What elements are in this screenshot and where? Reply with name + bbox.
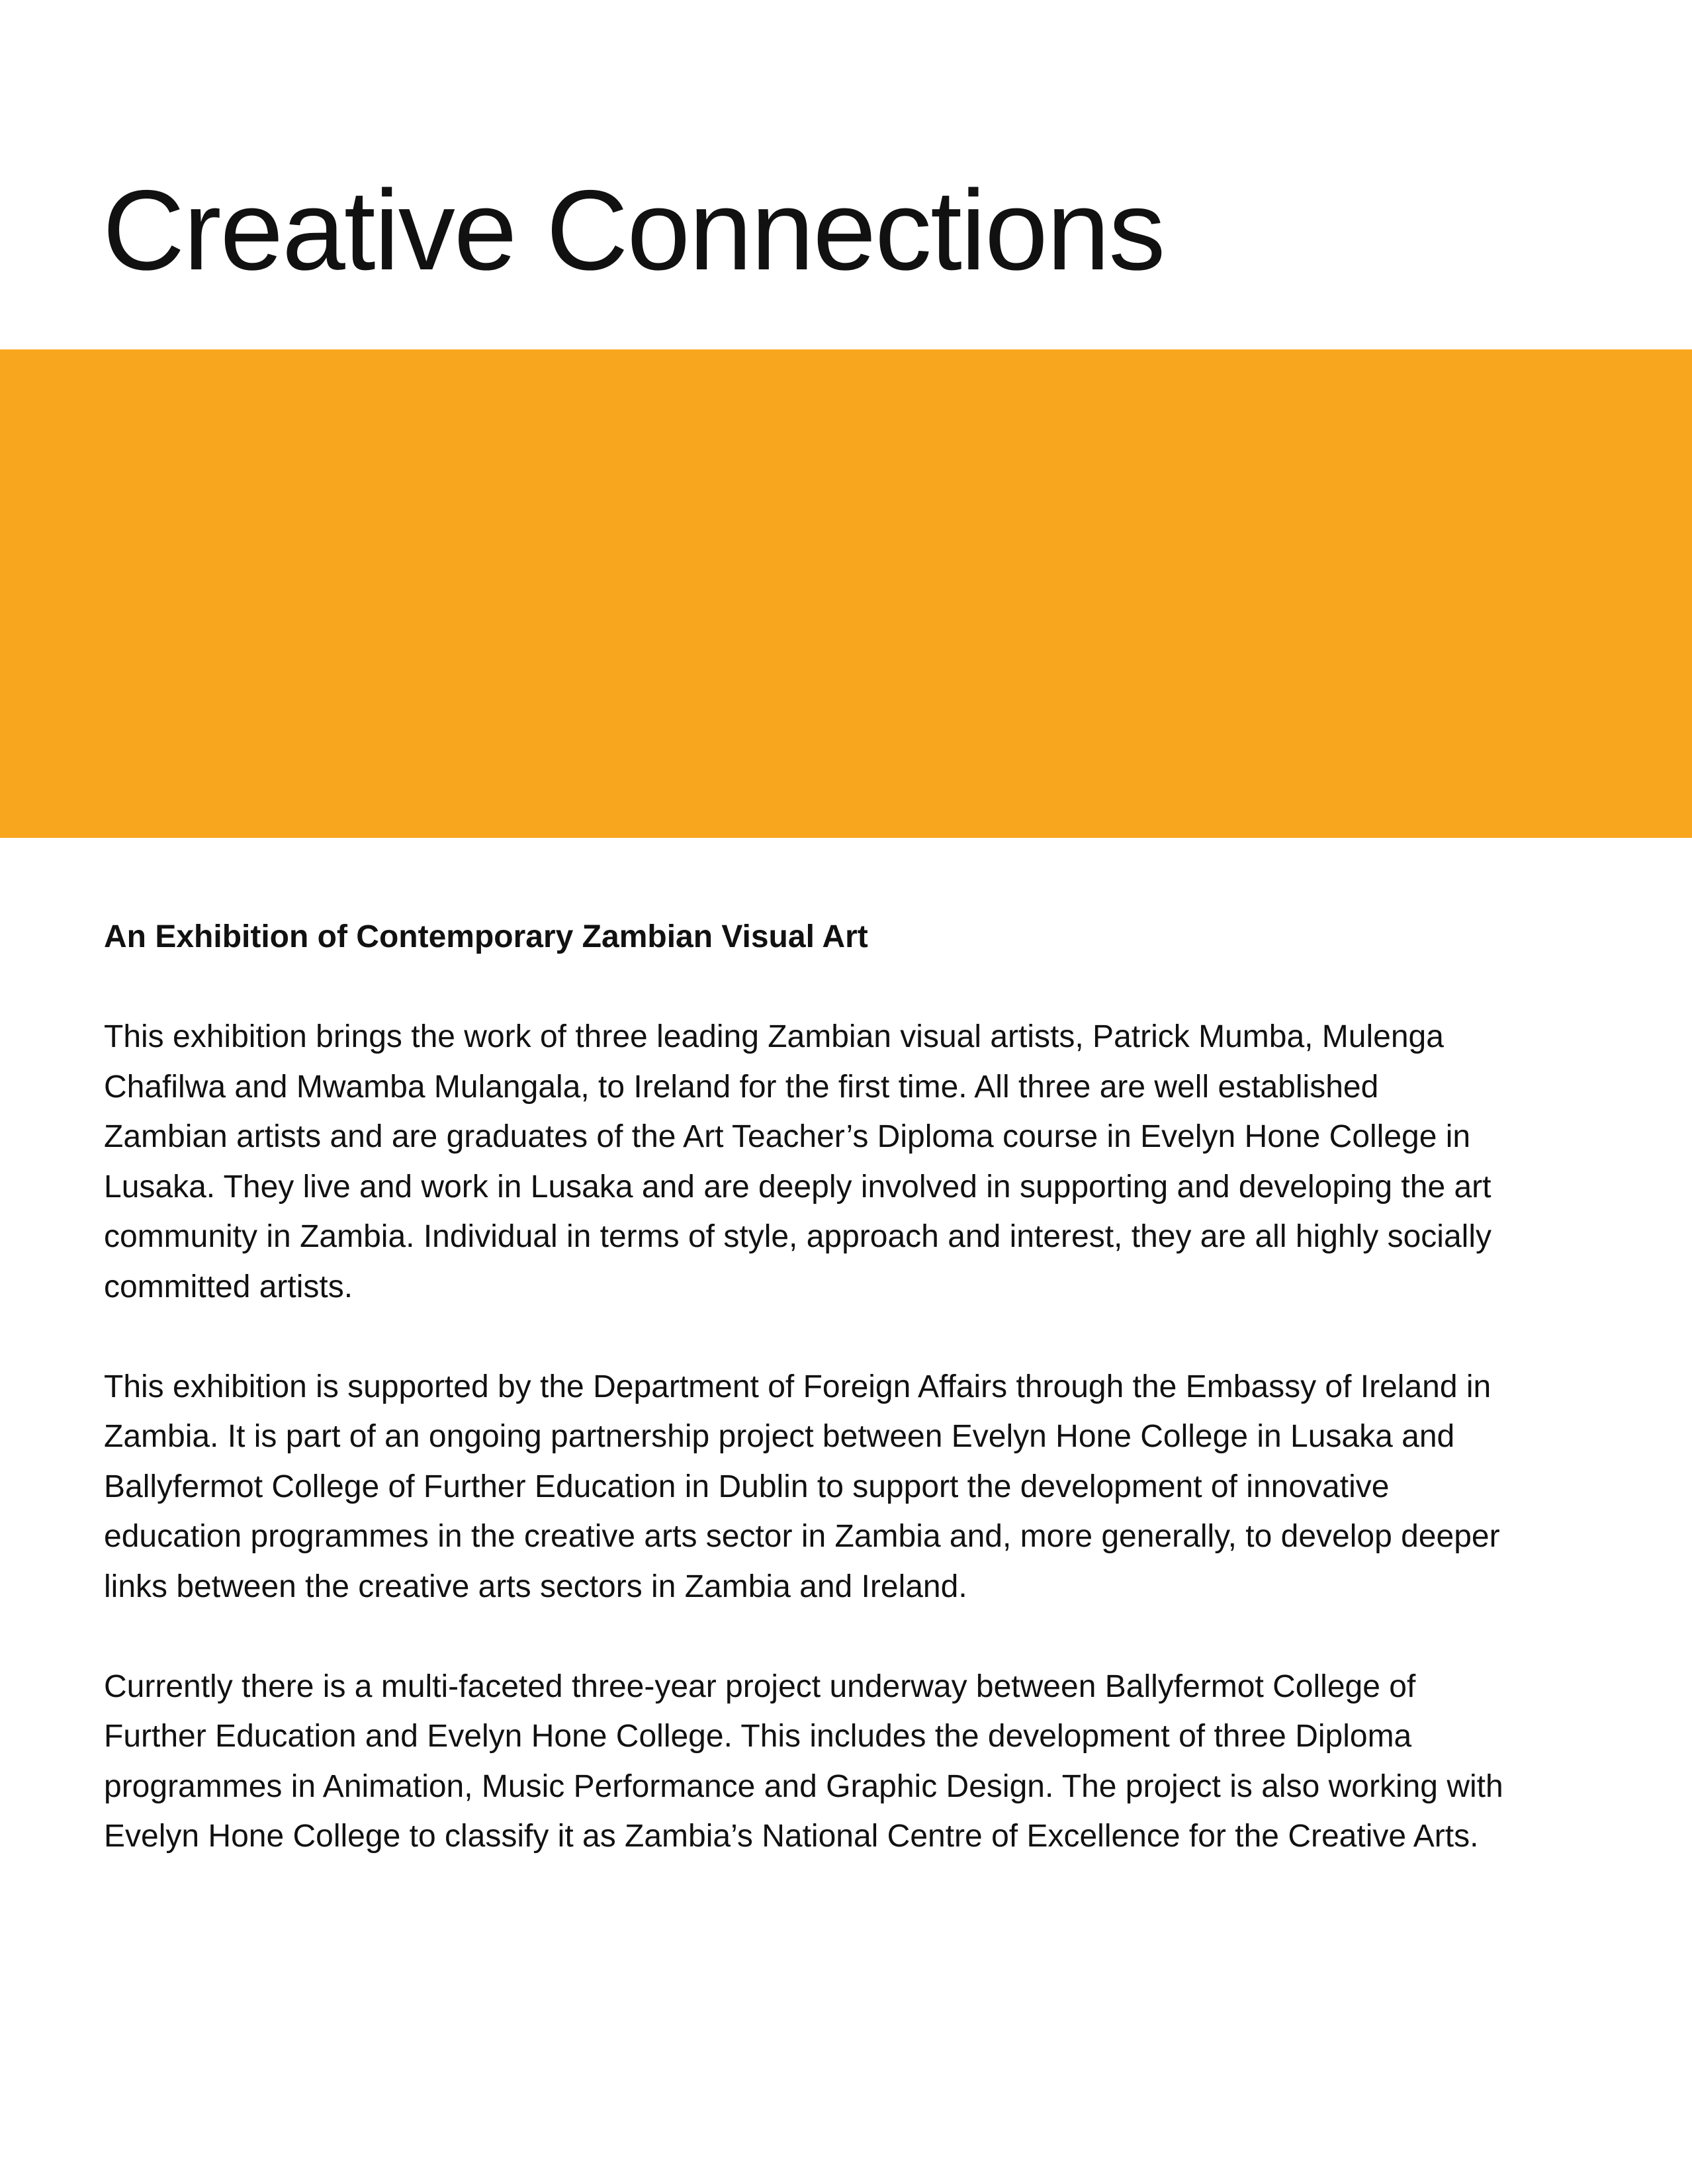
accent-banner: [0, 349, 1692, 838]
paragraph-support: This exhibition is supported by the Department of Foreign Affairs through the Embassy of Ireland in Zambia. It is part of an ongoing partnership project between Evelyn Hone College in Lusaka and Ballyfermot College of Further Education in Dublin to support the development of innovative education programmes in the creative arts sector in Zambia and, more generally, to develop deeper links between the creative arts sectors in Zambia and Ireland.: [104, 1369, 1500, 1604]
body-content: [104, 912, 1507, 1911]
paragraph-project: Currently there is a multi-faceted three-year project underway between Ballyfermot College of Further Education and Evelyn Hone College. This includes the development of three Diploma programmes in Animation, Music Performance and Graphic Design. The project is also working with Evelyn Hone College to classify it as Zambia’s National Centre of Excellence for the Creative Arts.: [104, 1668, 1503, 1854]
page-title: Creative Connections: [103, 167, 1165, 294]
section-subtitle: An Exhibition of Contemporary Zambian Visual Art: [104, 919, 868, 954]
paragraph-intro: This exhibition brings the work of three leading Zambian visual artists, Patrick Mumba, Mulenga Chafilwa and Mwamba Mulangala, to Ireland for the first time. All three are well established Zambian artists and are graduates of the Art Teacher’s Diploma course in Evelyn Hone College in Lusaka. They live and work in Lusaka and are deeply involved in supporting and developing the art community in Zambia. Individual in terms of style, approach and interest, they are all highly socially committed artists.: [104, 1019, 1492, 1304]
